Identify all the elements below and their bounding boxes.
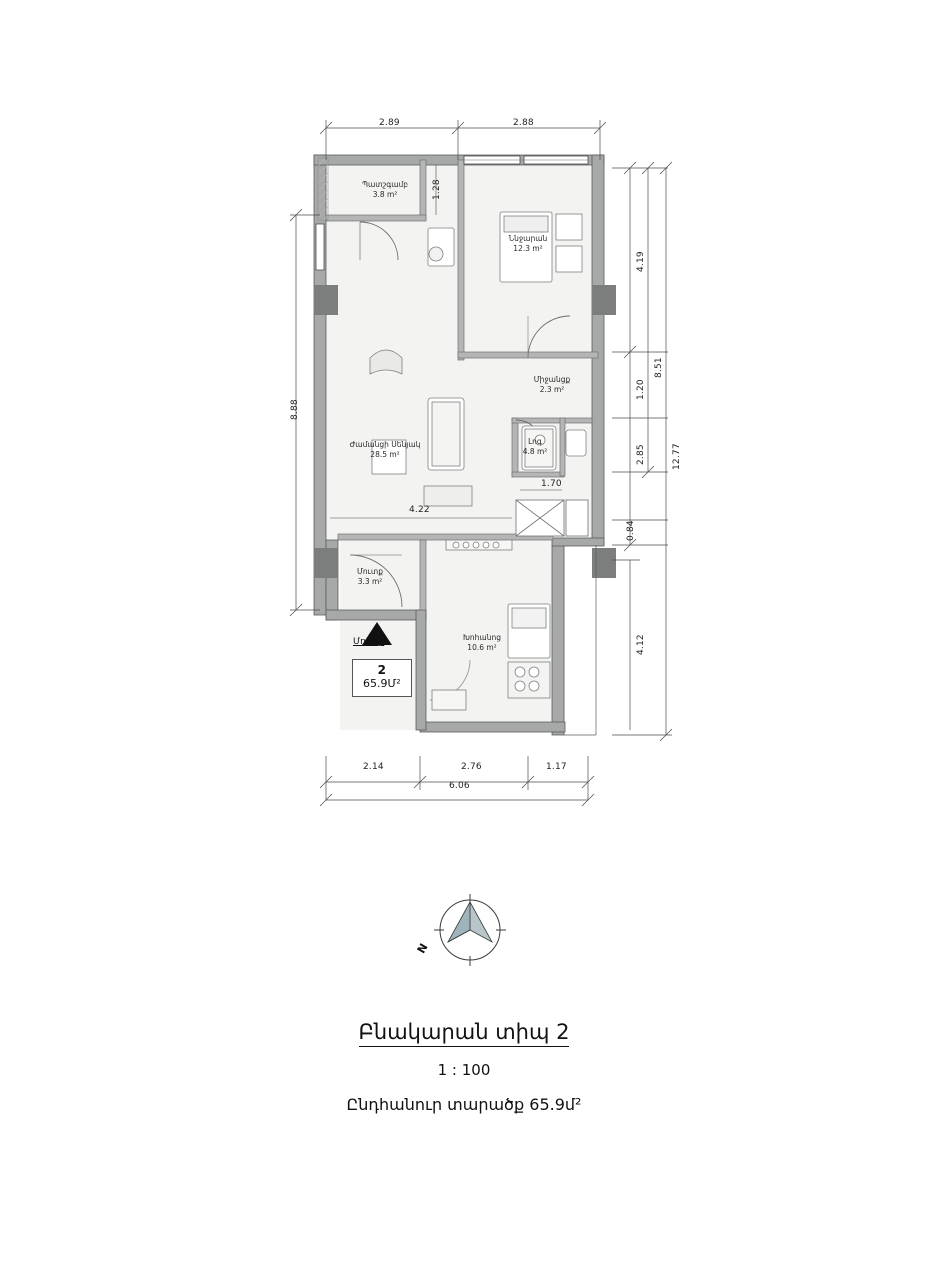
unit-number: 2 <box>377 663 386 677</box>
dim-right-2: 1.20 <box>636 379 646 400</box>
room-label-entry <box>340 567 400 587</box>
room-name: Մուտք <box>356 567 384 576</box>
room-label-living <box>335 440 435 460</box>
dim-right-1: 4.19 <box>636 251 646 272</box>
service-shaft <box>516 500 588 536</box>
furniture-desk <box>428 228 454 266</box>
room-name: Ննջարան <box>508 234 548 243</box>
dim-right-mid: 8.51 <box>654 357 664 378</box>
unit-tag <box>352 659 412 697</box>
dim-top-2: 2.88 <box>513 118 534 128</box>
compass-rose <box>414 890 510 970</box>
room-area: 4.8 m² <box>522 447 548 457</box>
room-label-kitchen <box>442 633 522 653</box>
dim-interior-2: 4.22 <box>409 505 430 515</box>
dim-left-1: 8.88 <box>290 399 300 420</box>
room-name: Խոհանոց <box>463 633 501 642</box>
dim-top-1: 2.89 <box>379 118 400 128</box>
room-label-bathroom <box>505 437 565 457</box>
plan-title: Բնակարան տիպ 2 <box>359 1020 570 1047</box>
dim-right-outer: 12.77 <box>672 443 682 470</box>
dim-bottom-1: 2.14 <box>363 762 384 772</box>
dim-bottom-2: 2.76 <box>461 762 482 772</box>
room-label-balcony <box>345 180 425 200</box>
room-area: 2.3 m² <box>539 385 565 395</box>
dim-right-5: 4.12 <box>636 634 646 655</box>
plan-scale: 1 : 100 <box>437 1061 491 1079</box>
dim-right-3: 2.85 <box>636 444 646 465</box>
title-block <box>0 1020 928 1114</box>
room-label-corridor <box>512 375 592 395</box>
dim-bottom-total: 6.06 <box>449 781 470 791</box>
room-label-bedroom <box>488 234 568 254</box>
dim-interior-1: 1.28 <box>432 179 442 200</box>
entrance-label: Մուտք <box>353 637 385 647</box>
room-name: Լոգ <box>528 437 542 446</box>
room-area: 10.6 m² <box>467 643 497 653</box>
room-name: Պատշգամբ <box>361 180 409 189</box>
unit-area: 65.9Մ² <box>363 677 401 691</box>
dim-right-4: 0.84 <box>626 520 636 541</box>
compass-svg <box>430 890 510 970</box>
dim-interior-3: 1.70 <box>541 479 562 489</box>
compass-north-label: N <box>414 941 431 956</box>
plan-total-area: Ընդհանուր տարածք 65.9մ² <box>346 1095 582 1114</box>
room-area: 3.3 m² <box>357 577 383 587</box>
room-area: 28.5 m² <box>370 450 400 460</box>
balcony-rail <box>318 158 328 220</box>
room-name: Միջանցք <box>533 375 571 384</box>
room-name: Ժամանցի Սենյակ <box>349 440 421 449</box>
room-area: 12.3 m² <box>513 244 543 254</box>
dim-bottom-3: 1.17 <box>546 762 567 772</box>
room-area: 3.8 m² <box>372 190 398 200</box>
